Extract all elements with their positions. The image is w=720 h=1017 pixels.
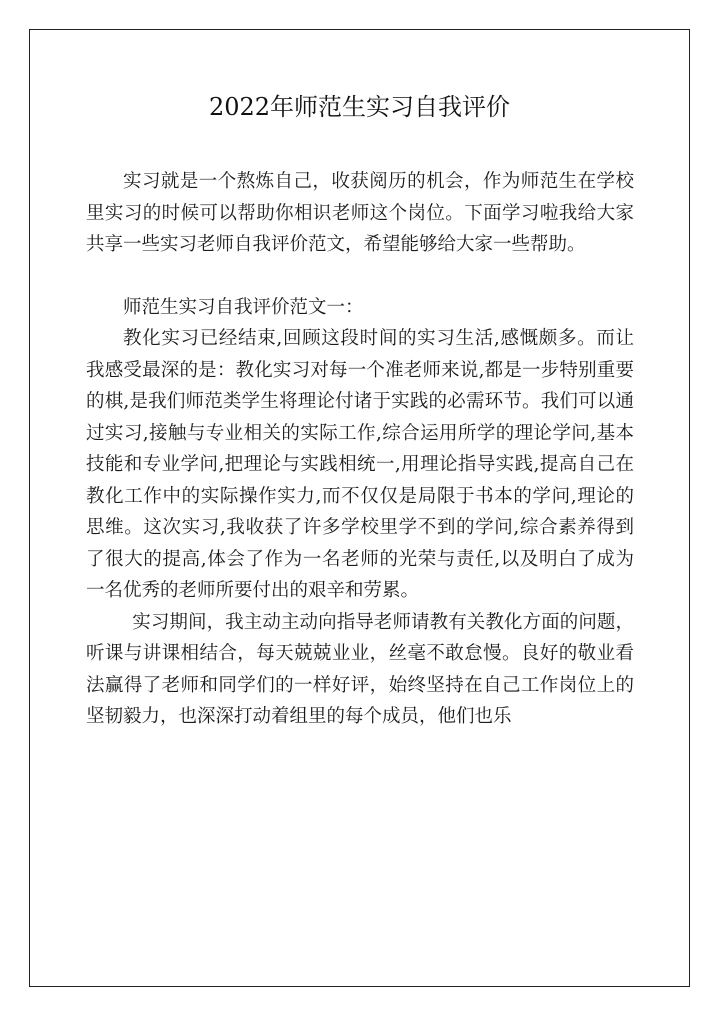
section-heading: 师范生实习自我评价范文一： (123, 296, 364, 318)
intro-paragraph: 实习就是一个熬炼自己，收获阅历的机会，作为师范生在学校里实习的时候可以帮助你相识老师这个岗位。下面学习啦我给大家共享一些实习老师自我评价范文，希望能够给大家一些帮助。 (86, 171, 634, 255)
document-body (86, 166, 634, 733)
body-paragraph: 实习期间，我主动主动向指导老师请教有关教化方面的问题，听课与讲课相结合，每天兢兢业业，丝毫不敢怠慢。良好的敬业看法赢得了老师和同学们的一样好评，始终坚持在自己工作岗位上的坚韧毅力，也深深打动着组里的每个成员，他们也乐 (86, 611, 634, 727)
document-title: 2022年师范生实习自我评价 (208, 93, 511, 121)
body-paragraph: 教化实习已经结束,回顾这段时间的实习生活,感慨颇多。而让我感受最深的是：教化实习对每一个准老师来说,都是一步特别重要的棋,是我们师范类学生将理论付诸于实践的必需环节。我们可以通过实习,接触与专业相关的实际工作,综合运用所学的理论学问,基本技能和专业学问,把理论与实践相统一,用理论指导实践,提高自己在教化工作中的实际操作实力,而不仅仅是局限于书本的学问,理论的思维。这次实习,我收获了许多学校里学不到的学问,综合素养得到了很大的提高,体会了作为一名老师的光荣与责任,以及明白了成为一名优秀的老师所要付出的艰辛和劳累。 (86, 328, 634, 601)
